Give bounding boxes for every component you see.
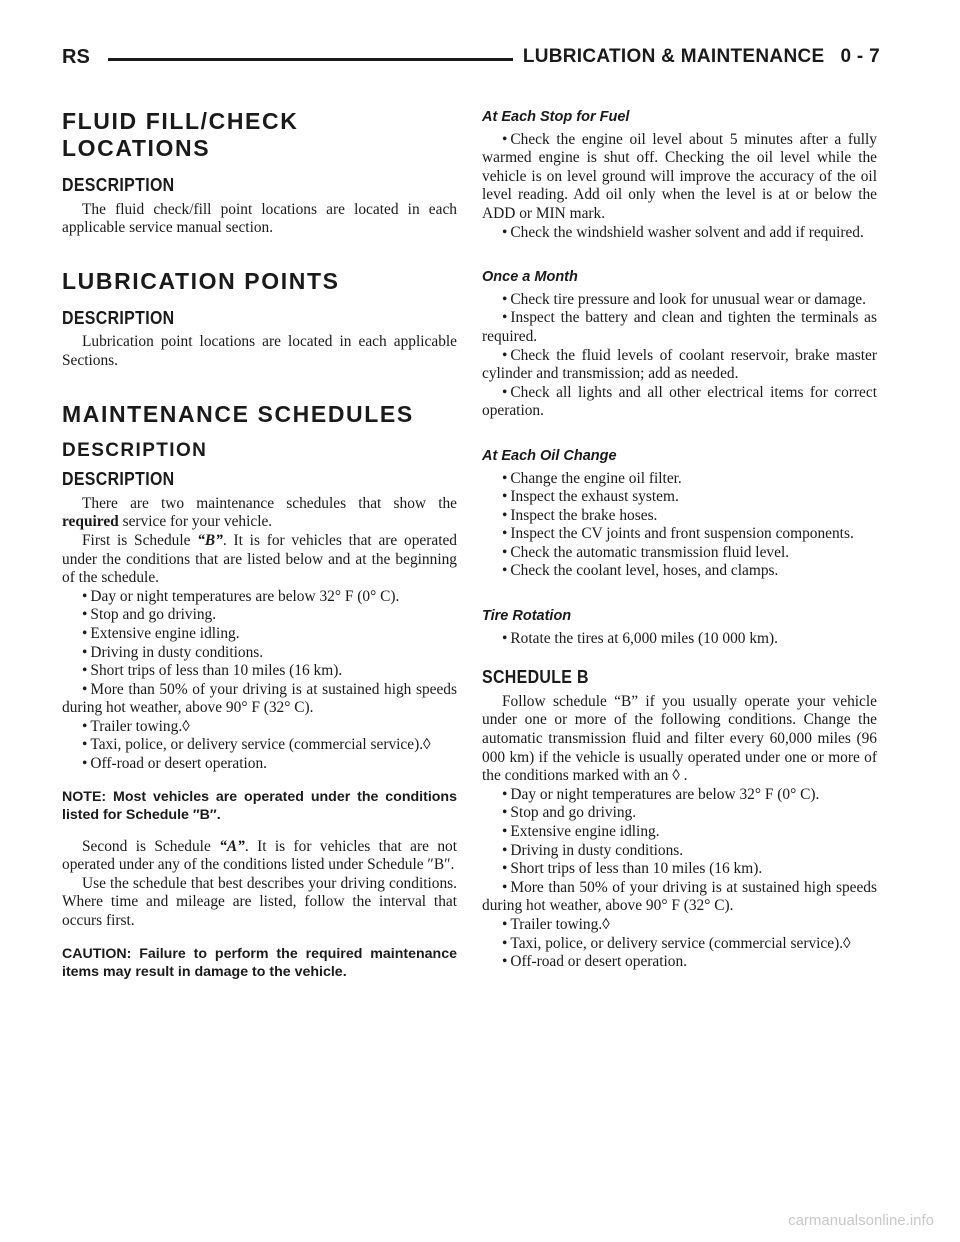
heading-lubrication-points: LUBRICATION POINTS [62, 267, 340, 294]
list-item: • Inspect the exhaust system. [482, 488, 877, 507]
list-item: • Extensive engine idling. [62, 625, 457, 644]
list-item: • Taxi, police, or delivery service (commercial service).◊ [62, 736, 457, 755]
list-item: • More than 50% of your driving is at sustained high speeds during hot weather, above 90° F (32° C). [482, 879, 877, 916]
list-item: • Trailer towing.◊ [482, 916, 877, 935]
schedule-a-intro [62, 838, 457, 875]
schedule-a-label: “A” [219, 837, 245, 855]
heading-description-2: DESCRIPTION [62, 306, 175, 328]
heading-description-4: DESCRIPTION [62, 468, 175, 490]
fluid-text: The fluid check/fill point locations are located in each applicable service manual section. [62, 200, 457, 237]
heading-description-1: DESCRIPTION [62, 174, 175, 195]
heading-tire-rotation: Tire Rotation [482, 608, 572, 625]
list-item: • Extensive engine idling. [482, 823, 877, 842]
list-item: • Check the fluid levels of coolant reservoir, brake master cylinder and transmission; add as needed. [482, 347, 877, 384]
heading-once-a-month: Once a Month [482, 269, 578, 286]
page-header [62, 44, 880, 74]
list-item: • Trailer towing.◊ [62, 718, 457, 737]
list-item: • Stop and go driving. [62, 606, 457, 625]
heading-oil-change: At Each Oil Change [482, 447, 617, 464]
heading-fluid-fill: FLUID FILL/CHECK LOCATIONS [62, 108, 299, 161]
list-item: • Driving in dusty conditions. [62, 644, 457, 663]
schedules-intro [62, 495, 457, 532]
schedule-a-text-c: . It is for vehicles that are not operated under any of the conditions listed under Schedule ″B″. [62, 837, 458, 874]
list-item: • Check the automatic transmission fluid level. [482, 544, 877, 563]
caution-text: CAUTION: Failure to perform the required maintenance items may result in damage to the vehicle. [62, 945, 457, 980]
list-item: • Day or night temperatures are below 32° F (0° C). [482, 786, 877, 805]
schedule-b-text-a: First is Schedule [82, 531, 191, 549]
schedule-a-text-a: Second is Schedule [82, 837, 211, 855]
schedule-b-intro [62, 532, 457, 588]
list-item: • Rotate the tires at 6,000 miles (10 000 km). [482, 630, 877, 649]
intro-text-a: There are two maintenance schedules that show the [82, 494, 457, 512]
schedule-usage-text: Use the schedule that best describes your driving conditions. Where time and mileage are listed, follow the interval that occurs first. [62, 874, 457, 930]
heading-description-3: DESCRIPTION [62, 439, 208, 461]
list-item: • Check all lights and all other electrical items for correct operation. [482, 384, 877, 421]
list-item: • Check tire pressure and look for unusual wear or damage. [482, 291, 877, 310]
list-item: • Driving in dusty conditions. [482, 842, 877, 861]
schedule-b-text-c: . It is for vehicles that are operated under the conditions that are listed below and at the beginning of the schedule. [62, 531, 457, 587]
condition-list [62, 588, 457, 774]
list-item: • Check the engine oil level about 5 minutes after a fully warmed engine is shut off. Checking the oil level while the vehicle is on level ground will improve the accuracy of the oil level reading. Add oil only when the level is at or below the ADD or MIN mark. [482, 131, 877, 224]
list-item: • Short trips of less than 10 miles (16 km). [62, 662, 457, 681]
section-code: RS [62, 46, 90, 68]
list-item: • Check the windshield washer solvent and add if required. [482, 224, 877, 243]
list-item: • Off-road or desert operation. [482, 953, 877, 972]
list-item: • Stop and go driving. [482, 804, 877, 823]
left-column [62, 108, 457, 995]
schedule-b-text: Follow schedule “B” if you usually operate your vehicle under one or more of the following conditions. Change the automatic transmission fluid and filter every 60,000 miles (96 000 km) if the vehicle is usually operated under one or more of the conditions marked with an ◊ . [482, 692, 877, 785]
page-number: 0 - 7 [840, 46, 880, 67]
note-text: NOTE: Most vehicles are operated under the conditions listed for Schedule ″B″. [62, 788, 457, 823]
list-item: • Inspect the CV joints and front suspension components. [482, 525, 877, 544]
list-item: • Taxi, police, or delivery service (commercial service).◊ [482, 935, 877, 954]
heading-schedule-b: SCHEDULE B [482, 666, 589, 688]
chapter-title: LUBRICATION & MAINTENANCE [522, 46, 825, 67]
heading-fuel-stop: At Each Stop for Fuel [482, 109, 630, 125]
schedule-b-label: “B” [197, 531, 223, 549]
list-item: • More than 50% of your driving is at sustained high speeds during hot weather, above 90° F (32° C). [62, 681, 457, 718]
intro-text-b: required [62, 513, 119, 531]
list-item: • Inspect the brake hoses. [482, 507, 877, 526]
list-item: • Off-road or desert operation. [62, 755, 457, 774]
list-item: • Day or night temperatures are below 32° F (0° C). [62, 588, 457, 607]
list-item: • Inspect the battery and clean and tighten the terminals as required. [482, 309, 877, 346]
right-column [482, 108, 877, 972]
heading-maintenance-schedules: MAINTENANCE SCHEDULES [62, 400, 414, 427]
watermark-link[interactable]: carmanualsonline.info [788, 1212, 934, 1229]
list-item: • Check the coolant level, hoses, and clamps. [482, 562, 877, 581]
lubrication-text: Lubrication point locations are located in each applicable Sections. [62, 333, 457, 369]
list-item: • Change the engine oil filter. [482, 470, 877, 489]
list-item: • Short trips of less than 10 miles (16 km). [482, 860, 877, 879]
intro-text-c: service for your vehicle. [122, 513, 273, 531]
header-title [513, 46, 880, 68]
